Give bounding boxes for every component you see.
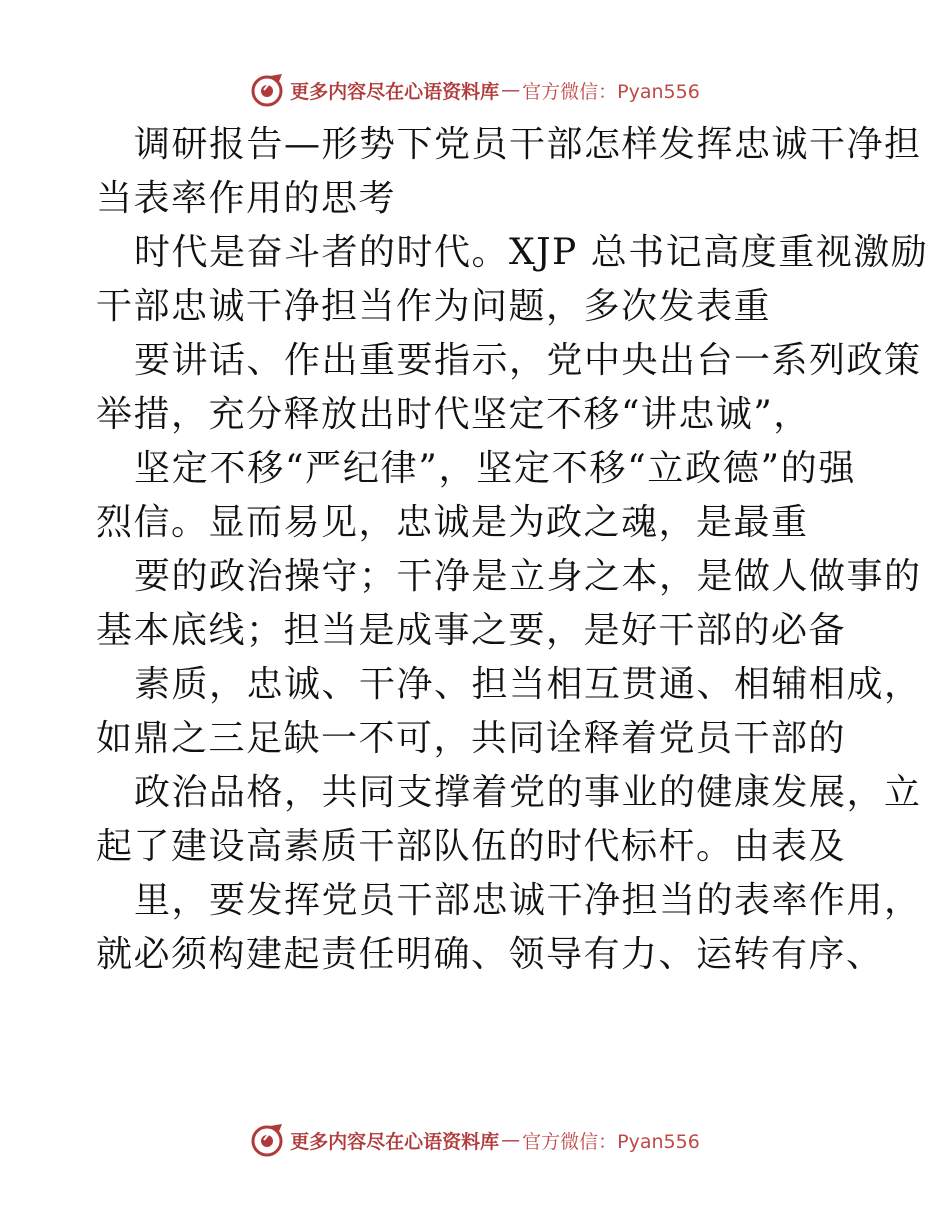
header-brand-name: 更多内容尽在心语资料库 bbox=[290, 80, 500, 103]
title-line-2: 当表率作用的思考 bbox=[96, 178, 397, 219]
paragraph-line: 里，要发挥党员干部忠诚干净担当的表率作用， bbox=[134, 880, 922, 921]
paragraph-line: 如鼎之三足缺一不可，共同诠释着党员干部的 bbox=[96, 718, 847, 759]
paragraph-line: 起了建设高素质干部队伍的时代标杆。由表及 bbox=[96, 826, 847, 867]
paragraph-line: 要的政治操守；干净是立身之本，是做人做事的 bbox=[134, 556, 922, 597]
paragraph-line: 坚定不移“严纪律”，坚定不移“立政德”的强 bbox=[134, 448, 856, 489]
footer-official-wechat: 官方微信：Pyan556 bbox=[522, 1130, 700, 1153]
document-body bbox=[96, 118, 929, 982]
pen-nib-logo-icon bbox=[250, 72, 286, 108]
paragraph-line: 基本底线；担当是成事之要，是好干部的必备 bbox=[96, 610, 847, 651]
paragraph-line: 干部忠诚干净担当作为问题，多次发表重 bbox=[96, 286, 772, 327]
pen-nib-logo-icon bbox=[250, 1122, 286, 1158]
paragraph-line: 素质，忠诚、干净、担当相互贯通、相辅相成， bbox=[134, 664, 922, 705]
paragraph-line: 政治品格，共同支撑着党的事业的健康发展，立 bbox=[134, 772, 922, 813]
header-watermark bbox=[0, 70, 950, 110]
footer-brand-name: 更多内容尽在心语资料库 bbox=[290, 1130, 500, 1153]
paragraph-line: 时代是奋斗者的时代。XJP 总书记高度重视激励 bbox=[134, 232, 929, 273]
title-line-1: 调研报告—形势下党员干部怎样发挥忠诚干净担 bbox=[134, 124, 922, 165]
header-separator: — bbox=[501, 79, 521, 101]
paragraph-line: 举措，充分释放出时代坚定不移“讲忠诚”， bbox=[96, 394, 811, 435]
paragraph-line: 要讲话、作出重要指示，党中央出台一系列政策 bbox=[134, 340, 922, 381]
paragraph-line: 烈信。显而易见，忠诚是为政之魂，是最重 bbox=[96, 502, 809, 543]
footer-separator: — bbox=[501, 1129, 521, 1151]
header-official-wechat: 官方微信：Pyan556 bbox=[522, 80, 700, 103]
paragraph-line: 就必须构建起责任明确、领导有力、运转有序、 bbox=[96, 934, 884, 975]
footer-watermark bbox=[0, 1120, 950, 1160]
